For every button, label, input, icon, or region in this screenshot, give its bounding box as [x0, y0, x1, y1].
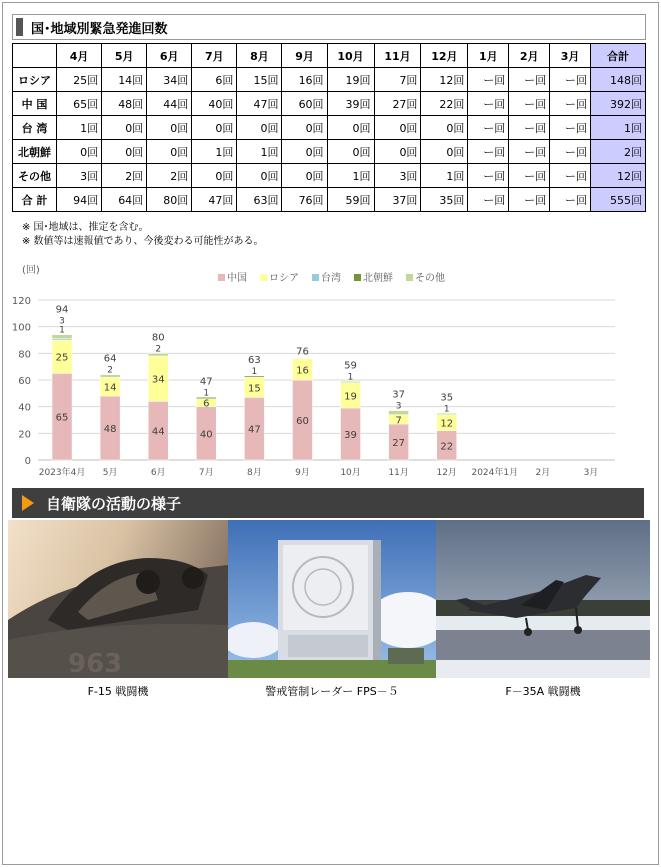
table-cell: 1回	[327, 164, 374, 188]
total-label: 64	[103, 353, 117, 365]
table-cell: ー回	[468, 188, 509, 212]
data-label: 2	[107, 365, 113, 376]
table-cell: 0回	[192, 164, 237, 188]
legend-label: 台湾	[321, 273, 341, 284]
total-label: 35	[440, 392, 454, 404]
table-cell: 0回	[102, 140, 147, 164]
row-label: その他	[13, 164, 57, 188]
table-cell: 0回	[237, 164, 282, 188]
data-label: 7	[395, 415, 402, 427]
table-cell: 0回	[282, 116, 327, 140]
y-tick-label: 60	[18, 376, 31, 387]
data-label: 3	[59, 316, 65, 327]
table-cell: 63回	[237, 188, 282, 212]
table-cell: 2回	[147, 164, 192, 188]
table-cell: ー回	[509, 68, 550, 92]
data-label: 39	[344, 430, 357, 441]
table-row	[13, 92, 646, 116]
table-row	[13, 68, 646, 92]
table-cell: 59回	[327, 188, 374, 212]
chart-svg	[0, 260, 661, 485]
table-cell: 0回	[147, 140, 192, 164]
data-label: 40	[199, 429, 213, 441]
y-tick-label: 20	[18, 429, 31, 441]
table-cell: 39回	[327, 92, 374, 116]
table-cell: ー回	[550, 116, 591, 140]
data-label: 15	[248, 383, 261, 395]
table-header-cell: 7月	[192, 44, 237, 68]
table-cell: ー回	[509, 164, 550, 188]
table-cell: ー回	[550, 68, 591, 92]
table-cell: ー回	[468, 68, 509, 92]
row-label: ロシア	[13, 68, 57, 92]
table-cell: 14回	[102, 68, 147, 92]
table-cell: ー回	[468, 116, 509, 140]
data-label: 65	[55, 412, 69, 424]
table-header-cell: 12月	[421, 44, 468, 68]
note-line: ※ 数値等は速報値であり、今後変わる可能性がある。	[22, 236, 264, 247]
data-label: 27	[392, 438, 405, 449]
data-label: 1	[443, 404, 450, 415]
table-cell: 0回	[57, 140, 102, 164]
table-cell: 22回	[421, 92, 468, 116]
legend-swatch	[260, 274, 267, 281]
radar-tower-photo	[228, 520, 436, 678]
table-cell: ー回	[509, 188, 550, 212]
section-title: 国･地域別緊急発進回数	[31, 22, 168, 37]
aircraft-number: 963	[68, 649, 123, 678]
table-cell: 0回	[374, 140, 421, 164]
table-cell: 40回	[192, 92, 237, 116]
table-cell: 60回	[282, 92, 327, 116]
x-tick-label: 3月	[583, 468, 599, 478]
legend-label: その他	[415, 273, 445, 284]
table-cell: 27回	[374, 92, 421, 116]
table-header-row	[13, 44, 646, 68]
legend-swatch	[218, 274, 225, 281]
legend-swatch	[312, 274, 319, 281]
y-axis-label: (回)	[22, 265, 40, 276]
table-cell: 0回	[102, 116, 147, 140]
triangle-icon	[22, 495, 34, 511]
y-tick-label: 100	[11, 322, 31, 334]
photo-caption: 警戒管制レーダー FPS－５	[265, 685, 399, 698]
data-label: 22	[440, 441, 454, 453]
row-label: 北朝鮮	[13, 140, 57, 164]
legend-swatch	[406, 274, 413, 281]
table-cell: 0回	[327, 116, 374, 140]
table-header-cell: 6月	[147, 44, 192, 68]
data-label: 44	[151, 426, 165, 438]
table-row	[13, 164, 646, 188]
x-tick-label: 12月	[436, 468, 457, 478]
table-row	[13, 188, 646, 212]
total-label: 47	[199, 376, 213, 388]
table-cell: 12回	[421, 68, 468, 92]
table-cell: ー回	[468, 140, 509, 164]
data-label: 1	[203, 388, 210, 399]
table-cell: ー回	[550, 164, 591, 188]
table-cell: 2回	[102, 164, 147, 188]
table-header-cell: 5月	[102, 44, 147, 68]
f35a-jet-photo	[436, 520, 650, 678]
table-cell: ー回	[468, 92, 509, 116]
table-cell: 80回	[147, 188, 192, 212]
x-tick-label: 8月	[247, 468, 262, 478]
table-cell: 65回	[57, 92, 102, 116]
data-label: 19	[344, 391, 357, 403]
table-cell: 3回	[57, 164, 102, 188]
activity-banner-title: 自衛隊の活動の様子	[46, 495, 182, 513]
x-tick-label: 2024年1月	[471, 468, 519, 478]
activity-banner	[12, 488, 644, 518]
table-cell: 16回	[282, 68, 327, 92]
table-cell: 0回	[237, 116, 282, 140]
table-cell: 0回	[421, 140, 468, 164]
data-label: 25	[55, 352, 69, 364]
y-tick-label: 40	[18, 402, 31, 414]
table-cell: 35回	[421, 188, 468, 212]
total-label: 63	[248, 355, 261, 366]
table-cell: 0回	[282, 164, 327, 188]
section-header	[12, 14, 646, 40]
legend-label: 北朝鮮	[363, 273, 393, 284]
total-label: 37	[392, 389, 405, 401]
data-label: 47	[248, 424, 261, 436]
x-tick-label: 2月	[535, 468, 551, 478]
table-cell: 0回	[282, 140, 327, 164]
table-cell: 94回	[57, 188, 102, 212]
note-line: ※ 国･地域は、推定を含む。	[22, 222, 149, 233]
total-label: 80	[151, 332, 165, 344]
x-tick-label: 10月	[340, 468, 361, 478]
table-cell: ー回	[509, 116, 550, 140]
table-cell: 3回	[374, 164, 421, 188]
total-cell: 555回	[590, 188, 645, 212]
total-cell: 148回	[590, 68, 645, 92]
table-cell: 15回	[237, 68, 282, 92]
table-header-cell: 8月	[237, 44, 282, 68]
data-label: 2	[155, 344, 162, 355]
table-cell: 0回	[192, 116, 237, 140]
row-label: 合 計	[13, 188, 57, 212]
data-label: 48	[103, 424, 117, 435]
table-cell: 47回	[237, 92, 282, 116]
total-label: 76	[296, 346, 309, 358]
data-label: 16	[296, 365, 309, 377]
total-cell: 12回	[590, 164, 645, 188]
x-tick-label: 7月	[198, 468, 214, 478]
table-cell: ー回	[550, 188, 591, 212]
data-label: 12	[440, 418, 454, 430]
total-label: 59	[344, 360, 357, 372]
x-tick-label: 5月	[102, 468, 118, 478]
f15-cockpit-photo	[8, 520, 228, 678]
row-label: 中 国	[13, 92, 57, 116]
x-tick-label: 9月	[295, 468, 310, 478]
table-cell: 34回	[147, 68, 192, 92]
scramble-table	[12, 43, 646, 212]
table-row	[13, 116, 646, 140]
table-cell: 0回	[374, 116, 421, 140]
table-header-cell: 2月	[509, 44, 550, 68]
table-cell: 1回	[421, 164, 468, 188]
table-cell: 1回	[57, 116, 102, 140]
table-header-cell: 合計	[590, 44, 645, 68]
table-header-cell: 3月	[550, 44, 591, 68]
header-bar-icon	[16, 18, 23, 36]
table-corner-cell	[13, 44, 57, 68]
total-label: 94	[55, 304, 69, 316]
table-header-cell: 11月	[374, 44, 421, 68]
table-cell: ー回	[550, 140, 591, 164]
table-row	[13, 140, 646, 164]
data-label: 6	[203, 398, 210, 410]
photo-caption: F-15 戦闘機	[87, 685, 149, 698]
data-label: 1	[347, 372, 354, 383]
table-cell: 0回	[327, 140, 374, 164]
total-cell: 392回	[590, 92, 645, 116]
data-label: 14	[103, 382, 117, 394]
data-label: 1	[59, 325, 65, 336]
table-cell: 0回	[147, 116, 192, 140]
data-label: 1	[251, 367, 258, 377]
table-cell: 47回	[192, 188, 237, 212]
table-cell: 48回	[102, 92, 147, 116]
table-cell: 44回	[147, 92, 192, 116]
table-cell: ー回	[509, 140, 550, 164]
notes	[22, 221, 264, 249]
table-cell: 76回	[282, 188, 327, 212]
table-cell: 64回	[102, 188, 147, 212]
legend-label: ロシア	[269, 273, 299, 284]
x-tick-label: 2023年4月	[38, 468, 86, 478]
table-cell: 6回	[192, 68, 237, 92]
table-cell: ー回	[509, 92, 550, 116]
legend-swatch	[354, 274, 361, 281]
data-label: 34	[151, 374, 165, 386]
row-label: 台 湾	[13, 116, 57, 140]
data-label: 60	[296, 416, 309, 427]
photo-caption: F－35A 戦闘機	[505, 685, 581, 698]
table-header-cell: 1月	[468, 44, 509, 68]
y-tick-label: 120	[11, 296, 31, 307]
table-header-cell: 4月	[57, 44, 102, 68]
table-cell: ー回	[550, 92, 591, 116]
y-tick-label: 0	[24, 456, 31, 467]
table-header-cell: 9月	[282, 44, 327, 68]
table-cell: 25回	[57, 68, 102, 92]
table-cell: 37回	[374, 188, 421, 212]
legend-label: 中国	[227, 273, 247, 284]
total-cell: 2回	[590, 140, 645, 164]
x-tick-label: 6月	[150, 468, 166, 478]
x-tick-label: 11月	[388, 468, 409, 478]
table-cell: ー回	[468, 164, 509, 188]
table-header-cell: 10月	[327, 44, 374, 68]
table-cell: 1回	[192, 140, 237, 164]
total-cell: 1回	[590, 116, 645, 140]
data-label: 3	[395, 401, 402, 412]
y-tick-label: 80	[18, 349, 31, 361]
table-cell: 1回	[237, 140, 282, 164]
table-cell: 7回	[374, 68, 421, 92]
table-cell: 19回	[327, 68, 374, 92]
table-cell: 0回	[421, 116, 468, 140]
scramble-chart	[0, 260, 661, 485]
